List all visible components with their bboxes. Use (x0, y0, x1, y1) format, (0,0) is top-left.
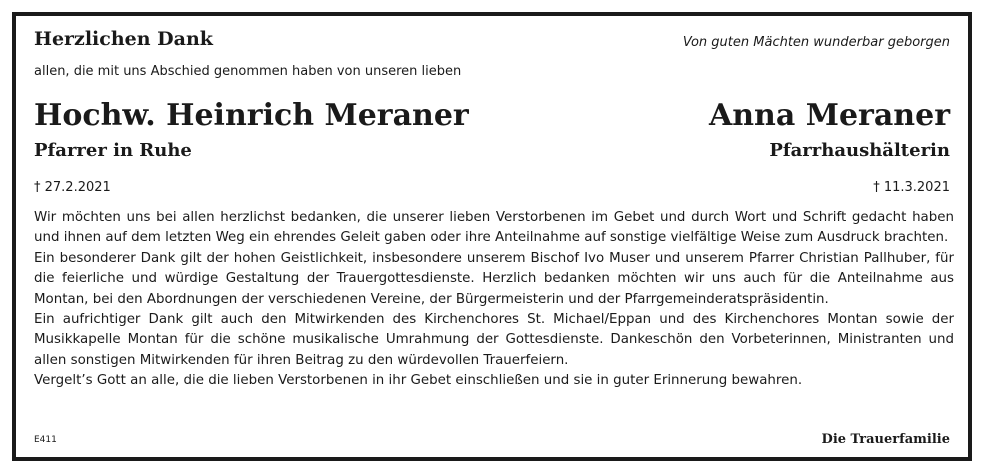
paragraph: Vergelt’s Gott an alle, die die lieben Verstorbenen in ihr Gebet einschließen und sie in guter Erinnerung bewahren. (34, 373, 803, 389)
paragraph: Ein besonderer Dank gilt der hohen Geistlichkeit, insbesondere unserem Bischof Ivo Muser und unserem Pfarrer Christian Pallhuber, für die feierliche und würdige Gestaltung der Trauergottesdienste. Herzlich bedanken möchten wir uns auch für die Anteilnahme aus Montan, bei den Abordnungen der verschiedenen Vereine, der Bürgermeisterin und der Pfarrgemeinderatspräsidentin. (34, 250, 954, 307)
header-row (34, 28, 950, 56)
person-anna (709, 98, 950, 195)
notice-title: Herzlichen Dank (34, 28, 213, 50)
person-name: Hochw. Heinrich Meraner (34, 98, 469, 133)
person-death-date: † 27.2.2021 (34, 180, 111, 195)
person-heinrich (34, 98, 469, 195)
ad-code: E411 (34, 435, 57, 445)
thanks-body (34, 208, 954, 392)
signature: Die Trauerfamilie (821, 432, 950, 447)
paragraph: Wir möchten uns bei allen herzlichst bedanken, die unserer lieben Verstorbenen im Gebet und durch Wort und Schrift gedacht haben und ihnen auf dem letzten Weg ein ehrendes Geleit gaben oder ihre Anteilnahme auf sonstige vielfältige Weise zum Ausdruck brachten. (34, 210, 954, 246)
paragraph: Ein aufrichtiger Dank gilt auch den Mitwirkenden des Kirchenchores St. Michael/Eppan und des Kirchenchores Montan sowie der Musikkapelle Montan für die schöne musikalische Umrahmung der Gottesdienste. Dankeschön den Vorbeterinnen, Ministranten und allen sonstigen Mitwirkenden für ihren Beitrag zu den würdevollen Trauerfeiern. (34, 312, 954, 368)
person-role: Pfarrer in Ruhe (34, 140, 192, 161)
notice-subtitle: allen, die mit uns Abschied genommen haben von unseren lieben (34, 64, 462, 79)
notice-frame (12, 12, 972, 461)
person-role: Pfarrhaushälterin (769, 140, 950, 161)
person-death-date: † 11.3.2021 (873, 180, 950, 195)
person-name: Anna Meraner (708, 98, 950, 133)
notice-motto: Von guten Mächten wunderbar geborgen (682, 35, 950, 50)
